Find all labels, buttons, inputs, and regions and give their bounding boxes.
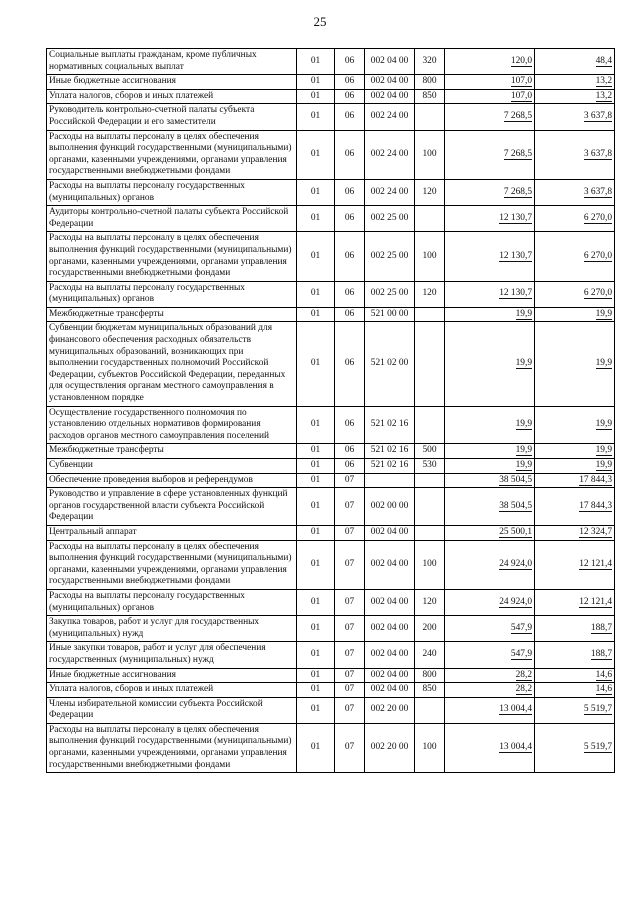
row-name-cell: Расходы на выплаты персоналу государственных (муниципальных) органов xyxy=(47,589,297,615)
subsection-code-cell: 07 xyxy=(335,642,365,668)
target-item-code-cell: 002 04 00 xyxy=(365,75,415,90)
target-item-code-cell: 002 04 00 xyxy=(365,616,415,642)
section-code-cell: 01 xyxy=(297,473,335,488)
table-row xyxy=(47,406,615,444)
planned-amount-cell xyxy=(445,322,535,406)
planned-amount-cell xyxy=(445,525,535,540)
row-name-cell: Иные бюджетные ассигнования xyxy=(47,75,297,90)
planned-amount-cell xyxy=(445,406,535,444)
section-code-cell: 01 xyxy=(297,307,335,322)
expense-type-code-cell: 100 xyxy=(415,130,445,179)
planned-amount-cell xyxy=(445,642,535,668)
row-name-cell: Иные закупки товаров, работ и услуг для обеспечения государственных (муниципальных) нужд xyxy=(47,642,297,668)
amount-value: 6 270,0 xyxy=(583,250,612,261)
executed-amount-cell xyxy=(535,322,615,406)
amount-value: 19,9 xyxy=(515,445,532,456)
executed-amount-cell xyxy=(535,642,615,668)
amount-value: 188,7 xyxy=(590,649,612,660)
row-name-cell: Межбюджетные трансферты xyxy=(47,444,297,459)
amount-value: 19,9 xyxy=(595,460,612,470)
table-body xyxy=(47,49,615,773)
subsection-code-cell: 07 xyxy=(335,697,365,723)
table-row xyxy=(47,322,615,406)
page-number: 25 xyxy=(313,14,327,29)
table-row xyxy=(47,75,615,90)
executed-amount-cell xyxy=(535,723,615,772)
amount-value: 19,9 xyxy=(595,358,612,369)
executed-amount-cell xyxy=(535,668,615,683)
subsection-code-cell: 06 xyxy=(335,89,365,104)
target-item-code-cell: 002 04 00 xyxy=(365,49,415,75)
row-name-cell: Субвенции xyxy=(47,459,297,474)
executed-amount-cell xyxy=(535,130,615,179)
amount-value: 14,6 xyxy=(595,669,612,680)
section-code-cell: 01 xyxy=(297,525,335,540)
amount-value: 547,9 xyxy=(510,622,532,633)
expense-type-code-cell: 120 xyxy=(415,589,445,615)
expense-type-code-cell: 240 xyxy=(415,642,445,668)
section-code-cell: 01 xyxy=(297,683,335,698)
executed-amount-cell xyxy=(535,75,615,90)
amount-value: 5 519,7 xyxy=(583,704,612,715)
subsection-code-cell: 07 xyxy=(335,616,365,642)
section-code-cell: 01 xyxy=(297,179,335,205)
executed-amount-cell xyxy=(535,307,615,322)
planned-amount-cell xyxy=(445,281,535,307)
row-name-cell: Расходы на выплаты персоналу государственных (муниципальных) органов xyxy=(47,281,297,307)
target-item-code-cell: 002 04 00 xyxy=(365,668,415,683)
table-row xyxy=(47,642,615,668)
table-row xyxy=(47,723,615,772)
planned-amount-cell xyxy=(445,206,535,232)
expense-type-code-cell xyxy=(415,525,445,540)
table-row xyxy=(47,89,615,104)
table-row xyxy=(47,668,615,683)
table-row xyxy=(47,525,615,540)
target-item-code-cell: 002 25 00 xyxy=(365,281,415,307)
target-item-code-cell: 002 04 00 xyxy=(365,589,415,615)
amount-value: 7 268,5 xyxy=(503,186,532,197)
amount-value: 3 637,8 xyxy=(583,148,612,159)
planned-amount-cell xyxy=(445,488,535,526)
target-item-code-cell: 521 02 16 xyxy=(365,406,415,444)
expense-type-code-cell xyxy=(415,697,445,723)
row-name-cell: Осуществление государственного полномочия по установлению отдельных нормативов формирования расходов органов местного самоуправления поселений xyxy=(47,406,297,444)
section-code-cell: 01 xyxy=(297,130,335,179)
target-item-code-cell: 002 24 00 xyxy=(365,179,415,205)
section-code-cell: 01 xyxy=(297,406,335,444)
executed-amount-cell xyxy=(535,89,615,104)
expense-type-code-cell: 850 xyxy=(415,683,445,698)
amount-value: 6 270,0 xyxy=(583,212,612,223)
row-name-cell: Центральный аппарат xyxy=(47,525,297,540)
target-item-code-cell: 002 24 00 xyxy=(365,104,415,130)
executed-amount-cell xyxy=(535,281,615,307)
row-name-cell: Руководство и управление в сфере установленных функций органов государственной власти субъекта Российской Федерации xyxy=(47,488,297,526)
section-code-cell: 01 xyxy=(297,104,335,130)
planned-amount-cell xyxy=(445,459,535,474)
subsection-code-cell: 07 xyxy=(335,723,365,772)
table-row xyxy=(47,232,615,281)
amount-value: 107,0 xyxy=(510,90,532,101)
amount-value: 12 130,7 xyxy=(499,212,532,223)
amount-value: 120,0 xyxy=(510,55,532,66)
executed-amount-cell xyxy=(535,49,615,75)
amount-value: 12 121,4 xyxy=(579,596,612,607)
target-item-code-cell: 002 00 00 xyxy=(365,488,415,526)
target-item-code-cell xyxy=(365,473,415,488)
subsection-code-cell: 06 xyxy=(335,232,365,281)
amount-value: 13 004,4 xyxy=(499,742,532,753)
section-code-cell: 01 xyxy=(297,668,335,683)
target-item-code-cell: 521 02 16 xyxy=(365,459,415,474)
row-name-cell: Иные бюджетные ассигнования xyxy=(47,668,297,683)
row-name-cell: Уплата налогов, сборов и иных платежей xyxy=(47,89,297,104)
row-name-cell: Закупка товаров, работ и услуг для государственных (муниципальных) нужд xyxy=(47,616,297,642)
row-name-cell: Расходы на выплаты персоналу в целях обеспечения выполнения функций государственными (муниципальными) органами, казенными учреждениями, органами управления государственными внебюджетными фондами xyxy=(47,723,297,772)
amount-value: 7 268,5 xyxy=(503,148,532,159)
executed-amount-cell xyxy=(535,525,615,540)
target-item-code-cell: 002 25 00 xyxy=(365,206,415,232)
executed-amount-cell xyxy=(535,459,615,474)
executed-amount-cell xyxy=(535,473,615,488)
target-item-code-cell: 002 20 00 xyxy=(365,723,415,772)
table-row xyxy=(47,281,615,307)
subsection-code-cell: 06 xyxy=(335,49,365,75)
amount-value: 38 504,5 xyxy=(499,474,532,485)
amount-value: 17 844,3 xyxy=(579,500,612,511)
amount-value: 19,9 xyxy=(515,308,532,319)
amount-value: 5 519,7 xyxy=(583,742,612,753)
subsection-code-cell: 06 xyxy=(335,179,365,205)
amount-value: 25 500,1 xyxy=(499,526,532,537)
subsection-code-cell: 06 xyxy=(335,307,365,322)
subsection-code-cell: 06 xyxy=(335,406,365,444)
row-name-cell: Аудиторы контрольно-счетной палаты субъекта Российской Федерации xyxy=(47,206,297,232)
subsection-code-cell: 07 xyxy=(335,589,365,615)
amount-value: 24 924,0 xyxy=(499,558,532,569)
amount-value: 7 268,5 xyxy=(503,111,532,122)
section-code-cell: 01 xyxy=(297,540,335,589)
row-name-cell: Руководитель контрольно-счетной палаты субъекта Российской Федерации и его заместители xyxy=(47,104,297,130)
planned-amount-cell xyxy=(445,616,535,642)
amount-value: 19,9 xyxy=(595,419,612,430)
amount-value: 188,7 xyxy=(590,622,612,633)
table-row xyxy=(47,473,615,488)
section-code-cell: 01 xyxy=(297,459,335,474)
amount-value: 38 504,5 xyxy=(499,500,532,511)
planned-amount-cell xyxy=(445,723,535,772)
executed-amount-cell xyxy=(535,589,615,615)
row-name-cell: Уплата налогов, сборов и иных платежей xyxy=(47,683,297,698)
section-code-cell: 01 xyxy=(297,322,335,406)
subsection-code-cell: 07 xyxy=(335,668,365,683)
expense-type-code-cell: 100 xyxy=(415,232,445,281)
target-item-code-cell: 002 24 00 xyxy=(365,130,415,179)
expense-type-code-cell: 100 xyxy=(415,540,445,589)
expense-type-code-cell: 120 xyxy=(415,179,445,205)
expense-type-code-cell: 800 xyxy=(415,668,445,683)
row-name-cell: Члены избирательной комиссии субъекта Российской Федерации xyxy=(47,697,297,723)
planned-amount-cell xyxy=(445,307,535,322)
executed-amount-cell xyxy=(535,179,615,205)
table-row xyxy=(47,104,615,130)
target-item-code-cell: 002 04 00 xyxy=(365,642,415,668)
planned-amount-cell xyxy=(445,668,535,683)
table-row xyxy=(47,307,615,322)
table-row xyxy=(47,697,615,723)
budget-table xyxy=(46,48,615,773)
amount-value: 19,9 xyxy=(515,419,532,430)
amount-value: 12 324,7 xyxy=(579,526,612,537)
subsection-code-cell: 06 xyxy=(335,206,365,232)
executed-amount-cell xyxy=(535,104,615,130)
target-item-code-cell: 002 04 00 xyxy=(365,540,415,589)
row-name-cell: Социальные выплаты гражданам, кроме публичных нормативных социальных выплат xyxy=(47,49,297,75)
section-code-cell: 01 xyxy=(297,642,335,668)
subsection-code-cell: 06 xyxy=(335,104,365,130)
subsection-code-cell: 06 xyxy=(335,75,365,90)
executed-amount-cell xyxy=(535,488,615,526)
executed-amount-cell xyxy=(535,540,615,589)
planned-amount-cell xyxy=(445,75,535,90)
amount-value: 12 130,7 xyxy=(499,250,532,261)
section-code-cell: 01 xyxy=(297,589,335,615)
section-code-cell: 01 xyxy=(297,206,335,232)
subsection-code-cell: 07 xyxy=(335,488,365,526)
row-name-cell: Обеспечение проведения выборов и референдумов xyxy=(47,473,297,488)
section-code-cell: 01 xyxy=(297,89,335,104)
expense-type-code-cell xyxy=(415,473,445,488)
row-name-cell: Расходы на выплаты персоналу в целях обеспечения выполнения функций государственными (муниципальными) органами, казенными учреждениями, органами управления государственными внебюджетными фондами xyxy=(47,540,297,589)
amount-value: 19,9 xyxy=(595,308,612,319)
planned-amount-cell xyxy=(445,89,535,104)
target-item-code-cell: 002 04 00 xyxy=(365,683,415,698)
section-code-cell: 01 xyxy=(297,281,335,307)
expense-type-code-cell: 100 xyxy=(415,723,445,772)
row-name-cell: Расходы на выплаты персоналу в целях обеспечения выполнения функций государственными (муниципальными) органами, казенными учреждениями, органами управления государственными внебюджетными фондами xyxy=(47,232,297,281)
section-code-cell: 01 xyxy=(297,697,335,723)
subsection-code-cell: 07 xyxy=(335,473,365,488)
expense-type-code-cell xyxy=(415,104,445,130)
executed-amount-cell xyxy=(535,444,615,459)
amount-value: 13 004,4 xyxy=(499,704,532,715)
executed-amount-cell xyxy=(535,697,615,723)
amount-value: 19,9 xyxy=(515,460,532,470)
amount-value: 28,2 xyxy=(515,669,532,680)
section-code-cell: 01 xyxy=(297,232,335,281)
amount-value: 28,2 xyxy=(515,684,532,695)
amount-value: 24 924,0 xyxy=(499,596,532,607)
section-code-cell: 01 xyxy=(297,444,335,459)
expense-type-code-cell xyxy=(415,488,445,526)
row-name-cell: Межбюджетные трансферты xyxy=(47,307,297,322)
planned-amount-cell xyxy=(445,473,535,488)
table-row xyxy=(47,49,615,75)
amount-value: 13,2 xyxy=(595,90,612,101)
table-row xyxy=(47,179,615,205)
subsection-code-cell: 06 xyxy=(335,130,365,179)
expense-type-code-cell: 120 xyxy=(415,281,445,307)
planned-amount-cell xyxy=(445,232,535,281)
expense-type-code-cell xyxy=(415,322,445,406)
section-code-cell: 01 xyxy=(297,616,335,642)
planned-amount-cell xyxy=(445,444,535,459)
subsection-code-cell: 07 xyxy=(335,683,365,698)
subsection-code-cell: 07 xyxy=(335,540,365,589)
amount-value: 19,9 xyxy=(595,445,612,456)
expense-type-code-cell: 200 xyxy=(415,616,445,642)
amount-value: 14,6 xyxy=(595,684,612,695)
executed-amount-cell xyxy=(535,232,615,281)
table-row xyxy=(47,683,615,698)
target-item-code-cell: 002 04 00 xyxy=(365,525,415,540)
table-row xyxy=(47,459,615,474)
target-item-code-cell: 521 00 00 xyxy=(365,307,415,322)
expense-type-code-cell xyxy=(415,206,445,232)
expense-type-code-cell: 850 xyxy=(415,89,445,104)
table-row xyxy=(47,130,615,179)
row-name-cell: Субвенции бюджетам муниципальных образований для финансового обеспечения расходных обязательств муниципальных образований, возникающих при выполнении государственных полномочий Российской Федерации, субъектов Российской Федерации, переданных для осуществления органам местного самоуправления в установленном порядке xyxy=(47,322,297,406)
table-row xyxy=(47,589,615,615)
executed-amount-cell xyxy=(535,406,615,444)
planned-amount-cell xyxy=(445,540,535,589)
amount-value: 13,2 xyxy=(595,76,612,87)
planned-amount-cell xyxy=(445,589,535,615)
expense-type-code-cell: 800 xyxy=(415,75,445,90)
expense-type-code-cell xyxy=(415,307,445,322)
row-name-cell: Расходы на выплаты персоналу государственных (муниципальных) органов xyxy=(47,179,297,205)
expense-type-code-cell: 320 xyxy=(415,49,445,75)
section-code-cell: 01 xyxy=(297,488,335,526)
target-item-code-cell: 521 02 16 xyxy=(365,444,415,459)
amount-value: 3 637,8 xyxy=(583,111,612,122)
planned-amount-cell xyxy=(445,104,535,130)
amount-value: 107,0 xyxy=(510,76,532,87)
target-item-code-cell: 521 02 00 xyxy=(365,322,415,406)
subsection-code-cell: 06 xyxy=(335,459,365,474)
expense-type-code-cell: 500 xyxy=(415,444,445,459)
amount-value: 3 637,8 xyxy=(583,186,612,197)
expense-type-code-cell: 530 xyxy=(415,459,445,474)
expense-type-code-cell xyxy=(415,406,445,444)
amount-value: 6 270,0 xyxy=(583,288,612,299)
subsection-code-cell: 06 xyxy=(335,281,365,307)
subsection-code-cell: 06 xyxy=(335,444,365,459)
planned-amount-cell xyxy=(445,697,535,723)
table-row xyxy=(47,540,615,589)
target-item-code-cell: 002 25 00 xyxy=(365,232,415,281)
row-name-cell: Расходы на выплаты персоналу в целях обеспечения выполнения функций государственными (муниципальными) органами, казенными учреждениями, органами управления государственными внебюджетными фондами xyxy=(47,130,297,179)
amount-value: 19,9 xyxy=(515,358,532,369)
executed-amount-cell xyxy=(535,206,615,232)
section-code-cell: 01 xyxy=(297,75,335,90)
amount-value: 17 844,3 xyxy=(579,474,612,485)
amount-value: 547,9 xyxy=(510,649,532,660)
target-item-code-cell: 002 04 00 xyxy=(365,89,415,104)
planned-amount-cell xyxy=(445,683,535,698)
section-code-cell: 01 xyxy=(297,723,335,772)
table-row xyxy=(47,206,615,232)
table-row xyxy=(47,616,615,642)
executed-amount-cell xyxy=(535,616,615,642)
target-item-code-cell: 002 20 00 xyxy=(365,697,415,723)
executed-amount-cell xyxy=(535,683,615,698)
subsection-code-cell: 07 xyxy=(335,525,365,540)
section-code-cell: 01 xyxy=(297,49,335,75)
planned-amount-cell xyxy=(445,130,535,179)
planned-amount-cell xyxy=(445,179,535,205)
planned-amount-cell xyxy=(445,49,535,75)
amount-value: 12 130,7 xyxy=(499,288,532,299)
table-row xyxy=(47,488,615,526)
amount-value: 48,4 xyxy=(595,55,612,66)
amount-value: 12 121,4 xyxy=(579,558,612,569)
table-row xyxy=(47,444,615,459)
subsection-code-cell: 06 xyxy=(335,322,365,406)
